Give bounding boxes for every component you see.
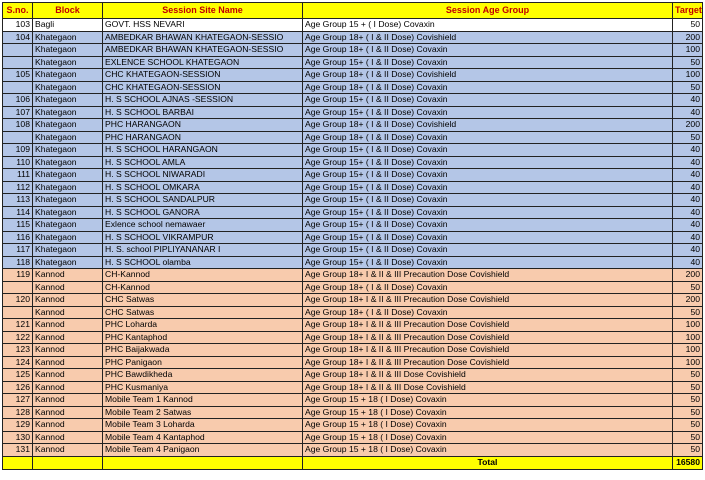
block-cell: Kannod [33,331,103,344]
block-cell: Bagli [33,19,103,32]
block-cell: Khategaon [33,81,103,94]
block-cell: Khategaon [33,219,103,232]
sno-cell: 123 [3,344,33,357]
table-row [3,206,703,219]
site-name-cell: CHC Satwas [103,306,303,319]
site-name-cell: H. S SCHOOL AJNAS -SESSION [103,94,303,107]
block-cell: Khategaon [33,206,103,219]
table-row [3,319,703,332]
total-block-cell [33,456,103,469]
session-table-sheet [2,2,702,470]
table-row [3,244,703,257]
block-cell: Kannod [33,306,103,319]
age-group-cell: Age Group 15 + 18 ( I Dose) Covaxin [303,394,673,407]
site-name-cell: Mobile Team 3 Loharda [103,419,303,432]
age-group-cell: Age Group 15 + 18 ( I Dose) Covaxin [303,431,673,444]
sno-cell: 108 [3,119,33,132]
target-cell: 50 [673,369,703,382]
target-cell: 40 [673,194,703,207]
table-row [3,394,703,407]
target-cell: 40 [673,94,703,107]
age-group-cell: Age Group 15 + 18 ( I Dose) Covaxin [303,419,673,432]
target-cell: 50 [673,56,703,69]
sno-cell: 104 [3,31,33,44]
sno-cell: 130 [3,431,33,444]
table-row [3,44,703,57]
site-name-cell: PHC Kusmaniya [103,381,303,394]
site-name-cell: H. S SCHOOL GANORA [103,206,303,219]
target-cell: 100 [673,44,703,57]
site-name-cell: PHC HARANGAON [103,131,303,144]
sno-cell [3,44,33,57]
site-name-cell: Exlence school nemawaer [103,219,303,232]
table-row [3,69,703,82]
target-cell: 40 [673,244,703,257]
sno-cell: 106 [3,94,33,107]
target-cell: 100 [673,69,703,82]
sno-cell: 131 [3,444,33,457]
table-row [3,231,703,244]
block-cell: Khategaon [33,94,103,107]
age-group-cell: Age Group 18+ ( I & II Dose) Covishield [303,31,673,44]
age-group-cell: Age Group 15 + 18 ( I Dose) Covaxin [303,444,673,457]
sno-cell [3,281,33,294]
age-group-cell: Age Group 18+ I & II & III Precaution Dose Covishield [303,294,673,307]
sno-cell: 118 [3,256,33,269]
site-name-cell: CHC Satwas [103,294,303,307]
table-row [3,256,703,269]
block-cell: Kannod [33,419,103,432]
table-row [3,419,703,432]
session-site-table [2,2,703,470]
age-group-cell: Age Group 15+ ( I & II Dose) Covaxin [303,169,673,182]
age-group-cell: Age Group 18+ ( I & II Dose) Covaxin [303,81,673,94]
target-cell: 200 [673,31,703,44]
site-name-cell: Mobile Team 4 Panigaon [103,444,303,457]
sno-cell: 127 [3,394,33,407]
table-row [3,194,703,207]
sno-cell: 116 [3,231,33,244]
target-cell: 200 [673,269,703,282]
block-cell: Khategaon [33,119,103,132]
table-row [3,356,703,369]
site-name-cell: Mobile Team 2 Satwas [103,406,303,419]
header-block: Block [33,3,103,19]
sno-cell: 126 [3,381,33,394]
header-row [3,3,703,19]
age-group-cell: Age Group 15+ ( I & II Dose) Covaxin [303,144,673,157]
target-cell: 40 [673,106,703,119]
age-group-cell: Age Group 18+ ( I & II Dose) Covishield [303,119,673,132]
table-row [3,306,703,319]
age-group-cell: Age Group 15+ ( I & II Dose) Covaxin [303,56,673,69]
table-row [3,444,703,457]
block-cell: Khategaon [33,169,103,182]
target-cell: 40 [673,181,703,194]
total-label: Total [303,456,673,469]
target-cell: 50 [673,306,703,319]
sno-cell [3,131,33,144]
table-row [3,269,703,282]
block-cell: Khategaon [33,244,103,257]
header-target: Target [673,3,703,19]
sno-cell: 120 [3,294,33,307]
table-row [3,294,703,307]
target-cell: 40 [673,206,703,219]
age-group-cell: Age Group 15+ ( I & II Dose) Covaxin [303,256,673,269]
block-cell: Khategaon [33,144,103,157]
age-group-cell: Age Group 15 + ( I Dose) Covaxin [303,19,673,32]
block-cell: Khategaon [33,44,103,57]
total-value: 16580 [673,456,703,469]
block-cell: Kannod [33,294,103,307]
sno-cell: 105 [3,69,33,82]
block-cell: Kannod [33,369,103,382]
table-row [3,31,703,44]
age-group-cell: Age Group 15+ ( I & II Dose) Covaxin [303,194,673,207]
sno-cell: 117 [3,244,33,257]
age-group-cell: Age Group 18+ ( I & II Dose) Covaxin [303,281,673,294]
table-row [3,81,703,94]
age-group-cell: Age Group 15+ ( I & II Dose) Covaxin [303,206,673,219]
target-cell: 50 [673,81,703,94]
site-name-cell: AMBEDKAR BHAWAN KHATEGAON-SESSIO [103,44,303,57]
header-age-group: Session Age Group [303,3,673,19]
table-row [3,369,703,382]
site-name-cell: H. S SCHOOL HARANGAON [103,144,303,157]
table-row [3,181,703,194]
target-cell: 50 [673,444,703,457]
age-group-cell: Age Group 15+ ( I & II Dose) Covaxin [303,219,673,232]
table-body [3,19,703,457]
age-group-cell: Age Group 18+ I & II & III Precaution Dose Covishield [303,319,673,332]
age-group-cell: Age Group 15+ ( I & II Dose) Covaxin [303,244,673,257]
site-name-cell: GOVT. HSS NEVARI [103,19,303,32]
site-name-cell: H. S SCHOOL OMKARA [103,181,303,194]
total-site-cell [103,456,303,469]
site-name-cell: CH-Kannod [103,269,303,282]
block-cell: Kannod [33,281,103,294]
block-cell: Khategaon [33,181,103,194]
sno-cell: 124 [3,356,33,369]
table-row [3,281,703,294]
site-name-cell: PHC Bawdikheda [103,369,303,382]
block-cell: Khategaon [33,231,103,244]
sno-cell: 112 [3,181,33,194]
site-name-cell: H. S SCHOOL NIWARADI [103,169,303,182]
target-cell: 50 [673,19,703,32]
age-group-cell: Age Group 18+ I & II & III Precaution Dose Covishield [303,331,673,344]
sno-cell [3,81,33,94]
site-name-cell: PHC Loharda [103,319,303,332]
block-cell: Khategaon [33,106,103,119]
sno-cell: 128 [3,406,33,419]
block-cell: Khategaon [33,69,103,82]
age-group-cell: Age Group 15+ ( I & II Dose) Covaxin [303,94,673,107]
block-cell: Kannod [33,269,103,282]
age-group-cell: Age Group 18+ ( I & II Dose) Covaxin [303,306,673,319]
target-cell: 100 [673,356,703,369]
target-cell: 50 [673,431,703,444]
table-row [3,344,703,357]
block-cell: Kannod [33,444,103,457]
target-cell: 40 [673,256,703,269]
table-row [3,56,703,69]
block-cell: Khategaon [33,131,103,144]
site-name-cell: EXLENCE SCHOOL KHATEGAON [103,56,303,69]
target-cell: 50 [673,381,703,394]
block-cell: Kannod [33,394,103,407]
sno-cell: 107 [3,106,33,119]
sno-cell [3,56,33,69]
target-cell: 40 [673,144,703,157]
target-cell: 50 [673,406,703,419]
table-row [3,106,703,119]
block-cell: Khategaon [33,31,103,44]
age-group-cell: Age Group 15+ ( I & II Dose) Covaxin [303,181,673,194]
target-cell: 40 [673,231,703,244]
header-site: Session Site Name [103,3,303,19]
target-cell: 100 [673,319,703,332]
sno-cell: 122 [3,331,33,344]
target-cell: 50 [673,419,703,432]
sno-cell: 111 [3,169,33,182]
block-cell: Khategaon [33,156,103,169]
age-group-cell: Age Group 18+ I & II & III Precaution Dose Covishield [303,269,673,282]
site-name-cell: H. S SCHOOL BARBAI [103,106,303,119]
site-name-cell: PHC HARANGAON [103,119,303,132]
sno-cell: 110 [3,156,33,169]
table-row [3,94,703,107]
block-cell: Kannod [33,319,103,332]
sno-cell: 121 [3,319,33,332]
header-sno: S.no. [3,3,33,19]
site-name-cell: CHC KHATEGAON-SESSION [103,81,303,94]
table-row [3,219,703,232]
table-row [3,431,703,444]
target-cell: 50 [673,281,703,294]
site-name-cell: H. S SCHOOL AMLA [103,156,303,169]
age-group-cell: Age Group 15+ ( I & II Dose) Covaxin [303,106,673,119]
site-name-cell: CH-Kannod [103,281,303,294]
sno-cell: 125 [3,369,33,382]
target-cell: 50 [673,131,703,144]
site-name-cell: PHC Kantaphod [103,331,303,344]
block-cell: Khategaon [33,56,103,69]
site-name-cell: H. S SCHOOL olamba [103,256,303,269]
block-cell: Kannod [33,381,103,394]
age-group-cell: Age Group 18+ I & II & III Dose Covishield [303,369,673,382]
table-row [3,131,703,144]
target-cell: 200 [673,294,703,307]
age-group-cell: Age Group 15+ ( I & II Dose) Covaxin [303,156,673,169]
sno-cell: 129 [3,419,33,432]
age-group-cell: Age Group 18+ ( I & II Dose) Covaxin [303,44,673,57]
total-sno-cell [3,456,33,469]
block-cell: Khategaon [33,256,103,269]
sno-cell: 119 [3,269,33,282]
block-cell: Kannod [33,356,103,369]
block-cell: Kannod [33,344,103,357]
target-cell: 200 [673,119,703,132]
block-cell: Khategaon [33,194,103,207]
site-name-cell: Mobile Team 1 Kannod [103,394,303,407]
table-row [3,156,703,169]
site-name-cell: PHC Panigaon [103,356,303,369]
age-group-cell: Age Group 18+ I & II & III Dose Covishield [303,381,673,394]
age-group-cell: Age Group 18+ I & II & III Precaution Dose Covishield [303,344,673,357]
site-name-cell: Mobile Team 4 Kantaphod [103,431,303,444]
table-row [3,169,703,182]
target-cell: 40 [673,156,703,169]
age-group-cell: Age Group 15+ ( I & II Dose) Covaxin [303,231,673,244]
table-row [3,406,703,419]
sno-cell: 109 [3,144,33,157]
block-cell: Kannod [33,431,103,444]
sno-cell [3,306,33,319]
age-group-cell: Age Group 15 + 18 ( I Dose) Covaxin [303,406,673,419]
site-name-cell: H. S SCHOOL SANDALPUR [103,194,303,207]
site-name-cell: H. S. school PIPLIYANANAR I [103,244,303,257]
target-cell: 100 [673,331,703,344]
target-cell: 50 [673,394,703,407]
site-name-cell: PHC Baijakwada [103,344,303,357]
sno-cell: 103 [3,19,33,32]
sno-cell: 113 [3,194,33,207]
table-row [3,119,703,132]
table-row [3,144,703,157]
total-row [3,456,703,469]
site-name-cell: AMBEDKAR BHAWAN KHATEGAON-SESSIO [103,31,303,44]
target-cell: 100 [673,344,703,357]
age-group-cell: Age Group 18+ ( I & II Dose) Covishield [303,69,673,82]
sno-cell: 115 [3,219,33,232]
age-group-cell: Age Group 18+ I & II & III Precaution Dose Covishield [303,356,673,369]
target-cell: 40 [673,169,703,182]
table-row [3,381,703,394]
site-name-cell: CHC KHATEGAON-SESSION [103,69,303,82]
table-row [3,331,703,344]
site-name-cell: H. S SCHOOL VIKRAMPUR [103,231,303,244]
age-group-cell: Age Group 18+ ( I & II Dose) Covaxin [303,131,673,144]
table-row [3,19,703,32]
sno-cell: 114 [3,206,33,219]
block-cell: Kannod [33,406,103,419]
target-cell: 40 [673,219,703,232]
